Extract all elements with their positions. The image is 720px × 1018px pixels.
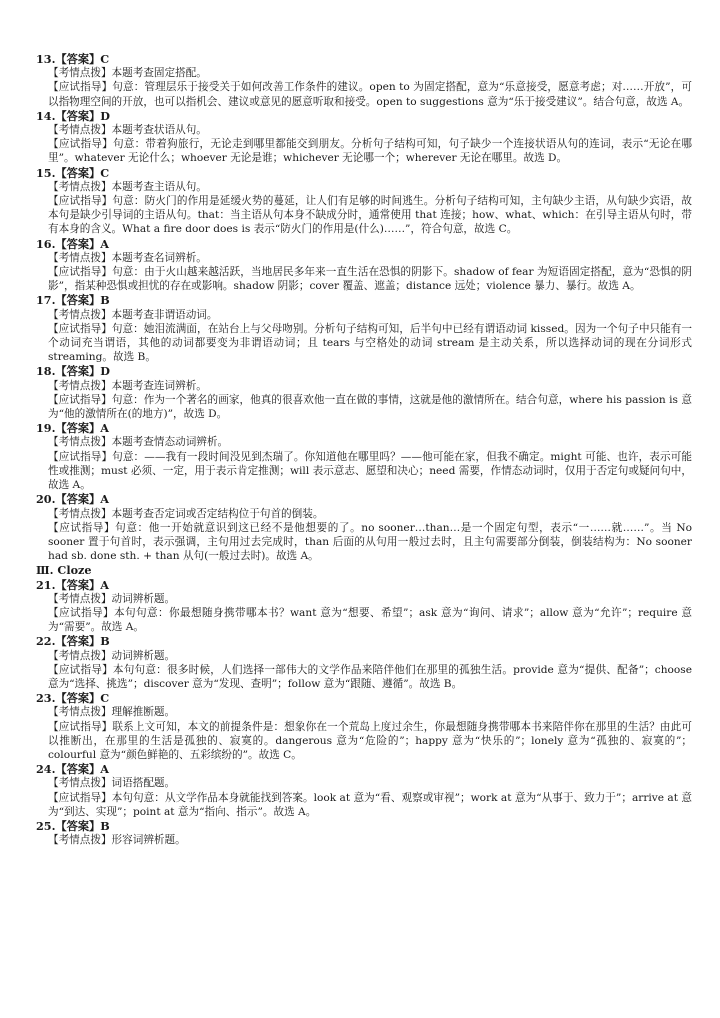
answer-line: 23.【答案】C [36, 691, 110, 706]
answer-line: 18.【答案】D [36, 364, 110, 379]
section-title-cloze: Ⅲ. Cloze [36, 563, 92, 578]
question-item-14 [36, 109, 692, 166]
question-item-21 [36, 578, 692, 635]
answer-guide: 【应试指导】句意：管理层乐于接受关于如何改善工作条件的建议。open to 为固定搭配，意为“乐意接受，愿意考虑；对……开放”，可以指物理空间的开放，也可以指机会、建议或意见的愿意听取和接受。open to suggestions 意为“乐于接受建议”。结合句意，故选 A。 [48, 81, 692, 108]
question-item-13 [36, 52, 692, 109]
question-item-18 [36, 364, 692, 421]
exam-point: 【考情点拨】本题考查连词辨析。 [48, 379, 207, 392]
question-item-17 [36, 293, 692, 364]
answer-line: 14.【答案】D [36, 108, 110, 123]
exam-point: 【考情点拨】词语搭配题。 [48, 777, 176, 790]
answer-key-page [36, 52, 692, 847]
question-item-16 [36, 237, 692, 294]
answer-guide: 【应试指导】本句句意：从文学作品本身就能找到答案。look at 意为“看、观察或审视”；work at 意为“从事于、致力于”；arrive at 意为“到达、实现”；point at 意为“指向、指示”。故选 A。 [48, 791, 692, 818]
answer-guide: 【应试指导】句意：她泪流满面，在站台上与父母吻别。分析句子结构可知，后半句中已经有谓语动词 kissed。因为一个句子中只能有一个动词充当谓语，其他的动词都要变为非谓语动词；且 tears 与空格处的动词 stream 是主动关系，所以选择动词的现在分词形式 streaming。故选 B。 [48, 322, 692, 364]
exam-point: 【考情点拨】本题考查名词辨析。 [48, 251, 207, 264]
answer-guide: 【应试指导】句意：——我有一段时间没见到杰瑞了。你知道他在哪里吗？——他可能在家，但我不确定。might 可能、也许，表示可能性或推测；must 必须、一定，用于表示肯定推测；will 表示意志、愿望和决心；need 需要，作情态动词时，仅用于否定句或疑问句中，故选 A。 [48, 450, 692, 492]
question-item-22 [36, 634, 692, 691]
answer-line: 20.【答案】A [36, 492, 109, 507]
answer-guide: 【应试指导】句意：带着狗旅行，无论走到哪里都能交到朋友。分析句子结构可知，句子缺少一个连接状语从句的连词，表示“无论在哪里”。whatever 无论什么；whoever 无论是谁；whichever 无论哪一个；wherever 无论在哪里。故选 D。 [48, 138, 692, 165]
exam-point: 【考情点拨】形容词辨析题。 [48, 834, 186, 847]
question-item-15 [36, 166, 692, 237]
answer-guide: 【应试指导】句意：防火门的作用是延缓火势的蔓延，让人们有足够的时间逃生。分析句子结构可知，主句缺少主语，从句缺少宾语，故本句是缺少引导词的主语从句。that：当主语从句本身不缺成分时，通常使用 that 连接；how、what、which：在引导主语从句时，带有本身的含义。What a fire door does is 表示“防火门的作用是(什么)……”，符合句意，故选 C。 [48, 195, 692, 236]
answer-guide: 【应试指导】句意：他一开始就意识到这已经不是他想要的了。no sooner…than…是一个固定句型，表示“一……就……”。当 No sooner 置于句首时，表示强调，主句用过去完成时，than 后面的从句用一般过去时，且主句需要部分倒装，倒装结构为：No sooner had sb. done sth. + than 从句(一般过去时)。故选 A。 [48, 521, 692, 563]
answer-line: 16.【答案】A [36, 236, 109, 251]
answer-line: 24.【答案】A [36, 762, 109, 777]
question-item-23 [36, 691, 692, 762]
answer-line: 17.【答案】B [36, 293, 110, 308]
question-item-19 [36, 421, 692, 492]
question-item-24 [36, 762, 692, 819]
answer-line: 13.【答案】C [36, 52, 110, 66]
answer-line: 21.【答案】A [36, 577, 109, 592]
question-item-20 [36, 492, 692, 563]
answer-line: 19.【答案】A [36, 421, 109, 436]
exam-point: 【考情点拨】本题考查状语从句。 [48, 124, 207, 137]
exam-point: 【考情点拨】本题考查非谓语动词。 [48, 308, 218, 321]
exam-point: 【考情点拨】本题考查固定搭配。 [48, 67, 207, 80]
answer-line: 15.【答案】C [36, 165, 110, 180]
answer-line: 25.【答案】B [36, 818, 110, 833]
exam-point: 【考情点拨】理解推断题。 [48, 706, 176, 719]
exam-point: 【考情点拨】本题考查主语从句。 [48, 180, 207, 193]
answer-guide: 【应试指导】句意：由于火山越来越活跃，当地居民多年来一直生活在恐惧的阴影下。shadow of fear 为短语固定搭配，意为“恐惧的阴影”，指某种恐惧或担忧的存在或影响。shadow 阴影；cover 覆盖、遮盖；distance 远处；violence 暴力、暴行。故选 A。 [48, 266, 692, 293]
answer-line: 22.【答案】B [36, 634, 110, 649]
exam-point: 【考情点拨】动词辨析题。 [48, 649, 176, 662]
exam-point: 【考情点拨】本题考查情态动词辨析。 [48, 436, 229, 449]
answer-guide: 【应试指导】本句句意：你最想随身携带哪本书？want 意为“想要、希望”；ask 意为“询问、请求”；allow 意为“允许”；require 意为“需要”。故选 A。 [48, 606, 692, 634]
answer-guide: 【应试指导】联系上文可知，本文的前提条件是：想象你在一个荒岛上度过余生，你最想随身携带哪本书来陪伴你在那里的生活？由此可以推断出，在那里的生活是孤独的、寂寞的。dangerous 意为“危险的”；happy 意为“快乐的”；lonely 意为“孤独的、寂寞的”；colourful 意为“颜色鲜艳的、五彩缤纷的”。故选 C。 [48, 720, 692, 761]
exam-point: 【考情点拨】动词辨析题。 [48, 592, 176, 605]
answer-guide: 【应试指导】本句句意：很多时候，人们选择一部伟大的文学作品来陪伴他们在那里的孤独生活。provide 意为“提供、配备”；choose 意为“选择、挑选”；discover 意为“发现、查明”；follow 意为“跟随、遵循”。故选 B。 [48, 663, 692, 690]
question-item-25 [36, 819, 692, 847]
exam-point: 【考情点拨】本题考查否定词或否定结构位于句首的倒装。 [48, 507, 324, 520]
answer-guide: 【应试指导】句意：作为一个著名的画家，他真的很喜欢他一直在做的事情，这就是他的激情所在。结合句意，where his passion is 意为“他的激情所在(的地方)”，故选 D。 [48, 393, 692, 421]
